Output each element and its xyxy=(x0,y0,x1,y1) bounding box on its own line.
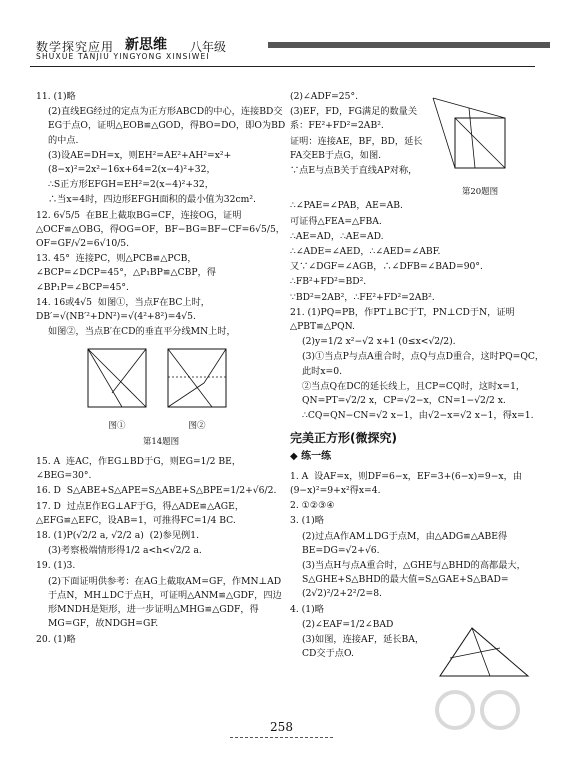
answer-21-3a: (3)①当点P与点A重合时，点Q与点D重合，这时PQ=QC，此时x=0. xyxy=(302,351,545,377)
answer-11-2: (2)直线EG经过的定点为正方形ABCD的中心，连接BD交EG于点O，证明△EOB≌△GOD，得BO=DO，即O为BD的中点. xyxy=(48,106,286,146)
answer-11-1: 11. (1)略 xyxy=(36,91,76,102)
answer-20-proof-5: ∴AE=AD，∴AE=AD. xyxy=(290,230,384,242)
page-number: 258 xyxy=(270,720,293,734)
answer-19-2: (2)下面证明供参考：在AG上截取AM=GF，作MN⊥AD于点N，MH⊥DC于点H，可证明△ANM≌△GDF，四边形MNDH是矩形，进一步证明△MHG≌△GDF，得MG=GF，故NDGH=GF. xyxy=(48,575,282,630)
answer-20-proof-6: ∴∠ADE=∠AED，∴∠AED=∠ABF. xyxy=(290,246,441,258)
answer-13: 13. 45° 连接PC，则△PCB≌△PCB，∠BCP=∠DCP=45°，△P₁BP≌△CBP，得∠BP₁P=∠BCP=45°. xyxy=(36,253,216,293)
answer-20-proof-3: ∴∠PAE=∠PAB，AE=AB. xyxy=(290,200,403,212)
answer-16: 16. D S△ABE+S△APE=S△ABE+S△BPE=1/2+√6/2. xyxy=(36,485,277,497)
square-construction-icon xyxy=(425,90,530,180)
practice-2: 2. ①②③④ xyxy=(290,500,335,512)
right-column xyxy=(290,90,545,683)
answer-20-3: (3)EF，FD，FG满足的数量关系：FE²+FD²=2AB². xyxy=(290,106,418,132)
page-header xyxy=(30,28,550,64)
answer-20-proof-4: 可证得△FEA=△FBA. xyxy=(290,215,382,227)
section-title: 完美正方形(微探究) xyxy=(290,431,397,446)
practice-4-3: (3)如图，连接AF，延长BA，CD交于点O. xyxy=(302,634,425,660)
answer-20-top xyxy=(290,90,545,199)
watermark-logo-icon xyxy=(425,680,545,740)
page-number-rule xyxy=(230,737,333,739)
left-column xyxy=(36,90,286,648)
answer-20-proof-9: ∵BD²=2AB²，∴FE²+FD²=2AB². xyxy=(290,291,435,303)
brand-title: 新思维 xyxy=(125,37,167,53)
header-rule xyxy=(30,66,535,67)
figure-14-title: 第14题图 xyxy=(142,436,180,447)
answer-20-2: (2)∠ADF=25°. xyxy=(290,91,358,102)
answer-20: 20. (1)略 xyxy=(36,633,76,645)
practice-3-1: 3. (1)略 xyxy=(290,515,324,527)
answer-20-proof-2: ∵点E与点B关于直线AP对称， xyxy=(290,165,418,177)
practice-4-bottom xyxy=(290,618,545,683)
figure-14-caption-2: 图② xyxy=(188,420,206,431)
figure-14-caption-1: 图① xyxy=(108,420,126,431)
triangle-diagram-icon xyxy=(430,618,535,683)
answer-21-3b: ②当点Q在DC的延长线上，且CP=CQ时，这时x=1，QN=PT=√2/2 x，CP=√2−x，CN=1−√2/2 x. xyxy=(302,380,526,407)
figure-14-2 xyxy=(162,343,232,432)
answer-19: 19. (1)3. xyxy=(36,560,76,572)
answer-17: 17. D 过点E作EG⊥AF于G，得△ADE≌△AGE，△EFG≌△EFC，设AB=1，可推得FC=1/4 BC. xyxy=(36,500,245,526)
practice-4-text xyxy=(290,618,430,683)
answer-20-proof-1: 证明：连接AE，BF，BD，延长FA交EB于点G，如图. xyxy=(290,135,423,161)
answer-18: 18. (1)P(√2/2 a, √2/2 a) (2)参见例1. xyxy=(36,530,199,542)
answer-15: 15. A 连AC，作EG⊥BD于G，则EG=1/2 BE，∠BEG=30°. xyxy=(36,456,242,482)
answer-20-proof-8: ∴FB²+FD²=BD². xyxy=(290,276,367,288)
answer-11-3b: ∴S正方形EFGH=EH²=2(x−4)²+32， xyxy=(48,179,214,191)
header-bar xyxy=(268,42,550,48)
figure-20-title: 第20题图 xyxy=(461,187,499,198)
grade-label: 八年级 xyxy=(190,40,227,54)
section-subtitle: ◆ 练一练 xyxy=(290,450,332,462)
practice-1: 1. A 设AF=x，则DF=6−x，EF=3+(6−x)=9−x，由(9−x)²=9+x²得x=4. xyxy=(290,470,522,497)
answer-21-2: (2)y=1/2 x²−√2 x+1 (0≤x<√2/2). xyxy=(302,336,456,348)
answer-11-3c: ∴当x=4时，四边形EFGH面积的最小值为32cm². xyxy=(48,194,256,206)
answer-20-proof-7: 又∵∠DGF=∠AGB，∴∠DFB=∠BAD=90°. xyxy=(290,261,483,273)
practice-3-2: (2)过点A作AM⊥DG于点M，由△ADG≌△ABE得BE=DG=√2+√6. xyxy=(302,530,508,556)
brand-english: SHUXUE TANJIU YINGYONG XINSIWEI xyxy=(36,52,210,61)
square-diagram-icon xyxy=(162,343,232,413)
answer-14: 14. 16或4√5 如图①，当点F在BC上时，DB′=√(NB′²+DN²)=√(4²+8²)=4√5. xyxy=(36,296,210,323)
answer-14b: 如图②，当点B′在CD的垂直平分线MN上时， xyxy=(48,326,236,338)
practice-3-3: (3)当点H与点A重合时，△GHE与△BHD的高都最大，S△GHE+S△BHD的最大值=S△GAE+S△BAD=(2√2)²/2+2²/2=8. xyxy=(302,560,526,600)
practice-4-2: (2)∠EAF=1/2∠BAD xyxy=(302,618,394,630)
answer-18-3: (3)考察极端情形得1/2 a<h<√2/2 a. xyxy=(48,545,202,557)
answer-12: 12. 6√5/5 在BE上截取BG=CF，连接OG，证明△OCF≌△OBG，得OG=OF，BF−BG=BF−CF=6√5/5，OF=GF/√2=6√10/5. xyxy=(36,209,285,250)
figure-20 xyxy=(425,90,535,199)
answer-20-text xyxy=(290,90,425,199)
brand-text: 数学探究应用 xyxy=(36,40,115,54)
answer-21-1: 21. (1)PQ=PB，作PT⊥BC于T，PN⊥CD于N，证明△PBT≌△PQN. xyxy=(290,306,515,333)
figure-14-group xyxy=(82,343,286,432)
figure-14-1 xyxy=(82,343,152,432)
square-diagram-icon xyxy=(82,343,152,413)
practice-4-1: 4. (1)略 xyxy=(290,603,324,615)
answer-11-3: (3)设AE=DH=x，则EH²=AE²+AH²=x²+(8−x)²=2x²−16x+64=2(x−4)²+32， xyxy=(48,149,232,176)
answer-21-3c: ∴CQ=QN−CN=√2 x−1，由√2−x=√2 x−1，得x=1. xyxy=(302,410,534,422)
